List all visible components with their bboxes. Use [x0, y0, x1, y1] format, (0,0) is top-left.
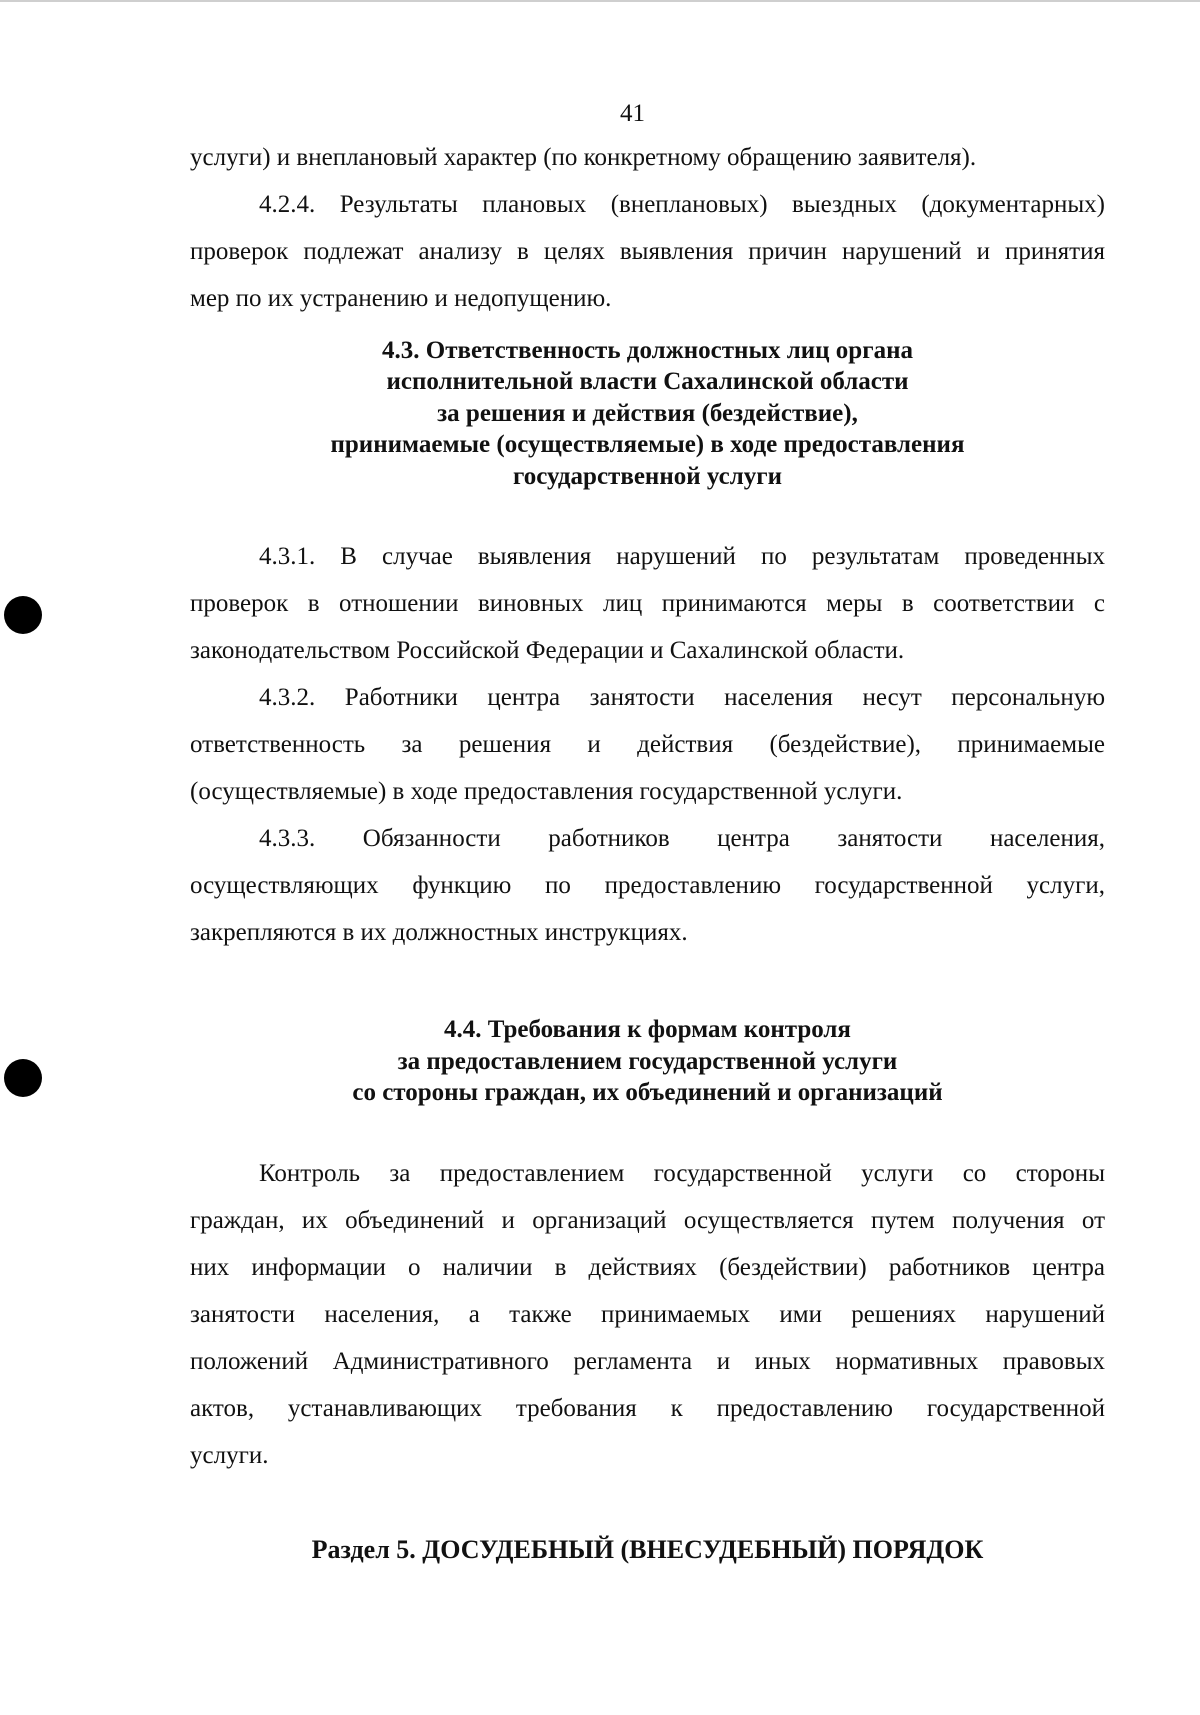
- section-heading-line: за предоставлением государственной услуги: [397, 1048, 898, 1075]
- text-line: проверок в отношении виновных лиц принимаются меры в соответствии с: [190, 590, 1105, 617]
- section-heading-line: исполнительной власти Сахалинской области: [386, 368, 909, 395]
- punch-hole: [4, 596, 42, 634]
- section-heading-line: государственной услуги: [512, 463, 783, 490]
- text-line: мер по их устранению и недопущению.: [190, 285, 612, 312]
- text-line: осуществляющих функцию по предоставлению государственной услуги,: [190, 872, 1105, 899]
- section-heading-line: принимаемые (осуществляемые) в ходе предоставления: [330, 431, 965, 458]
- text-line: проверок подлежат анализу в целях выявления причин нарушений и принятия: [190, 238, 1105, 265]
- section-heading-line: 4.3. Ответственность должностных лиц органа: [382, 337, 913, 364]
- scan-top-edge: [0, 0, 1200, 2]
- text-line: занятости населения, а также принимаемых ими решениях нарушений: [190, 1301, 1105, 1328]
- text-line: них информации о наличии в действиях (бездействии) работников центра: [190, 1254, 1105, 1281]
- punch-hole: [4, 1059, 42, 1097]
- text-line: 4.3.3. Обязанности работников центра занятости населения,: [259, 825, 1105, 852]
- text-line: положений Административного регламента и иных нормативных правовых: [190, 1348, 1105, 1375]
- text-line: ответственность за решения и действия (бездействие), принимаемые: [190, 731, 1105, 758]
- section-heading-line: со стороны граждан, их объединений и организаций: [352, 1079, 943, 1106]
- text-line: 4.3.2. Работники центра занятости населения несут персональную: [259, 684, 1105, 711]
- text-line: услуги) и внеплановый характер (по конкретному обращению заявителя).: [190, 144, 977, 171]
- section-heading-line: за решения и действия (бездействие),: [437, 400, 858, 427]
- text-line: (осуществляемые) в ходе предоставления государственной услуги.: [190, 778, 903, 805]
- text-line: 4.2.4. Результаты плановых (внеплановых) выездных (документарных): [259, 191, 1105, 218]
- text-line: законодательством Российской Федерации и Сахалинской области.: [190, 637, 905, 664]
- section-heading-line: 4.4. Требования к формам контроля: [444, 1016, 851, 1043]
- text-line: услуги.: [190, 1442, 269, 1469]
- text-line: закрепляются в их должностных инструкциях.: [190, 919, 688, 946]
- text-line: граждан, их объединений и организаций осуществляется путем получения от: [190, 1207, 1105, 1234]
- text-line: актов, устанавливающих требования к предоставлению государственной: [190, 1395, 1105, 1422]
- section-5-title: Раздел 5. ДОСУДЕБНЫЙ (ВНЕСУДЕБНЫЙ) ПОРЯДОК: [311, 1535, 984, 1564]
- text-line: Контроль за предоставлением государственной услуги со стороны: [259, 1160, 1105, 1187]
- page-number: 41: [620, 100, 645, 127]
- text-line: 4.3.1. В случае выявления нарушений по результатам проведенных: [259, 543, 1105, 570]
